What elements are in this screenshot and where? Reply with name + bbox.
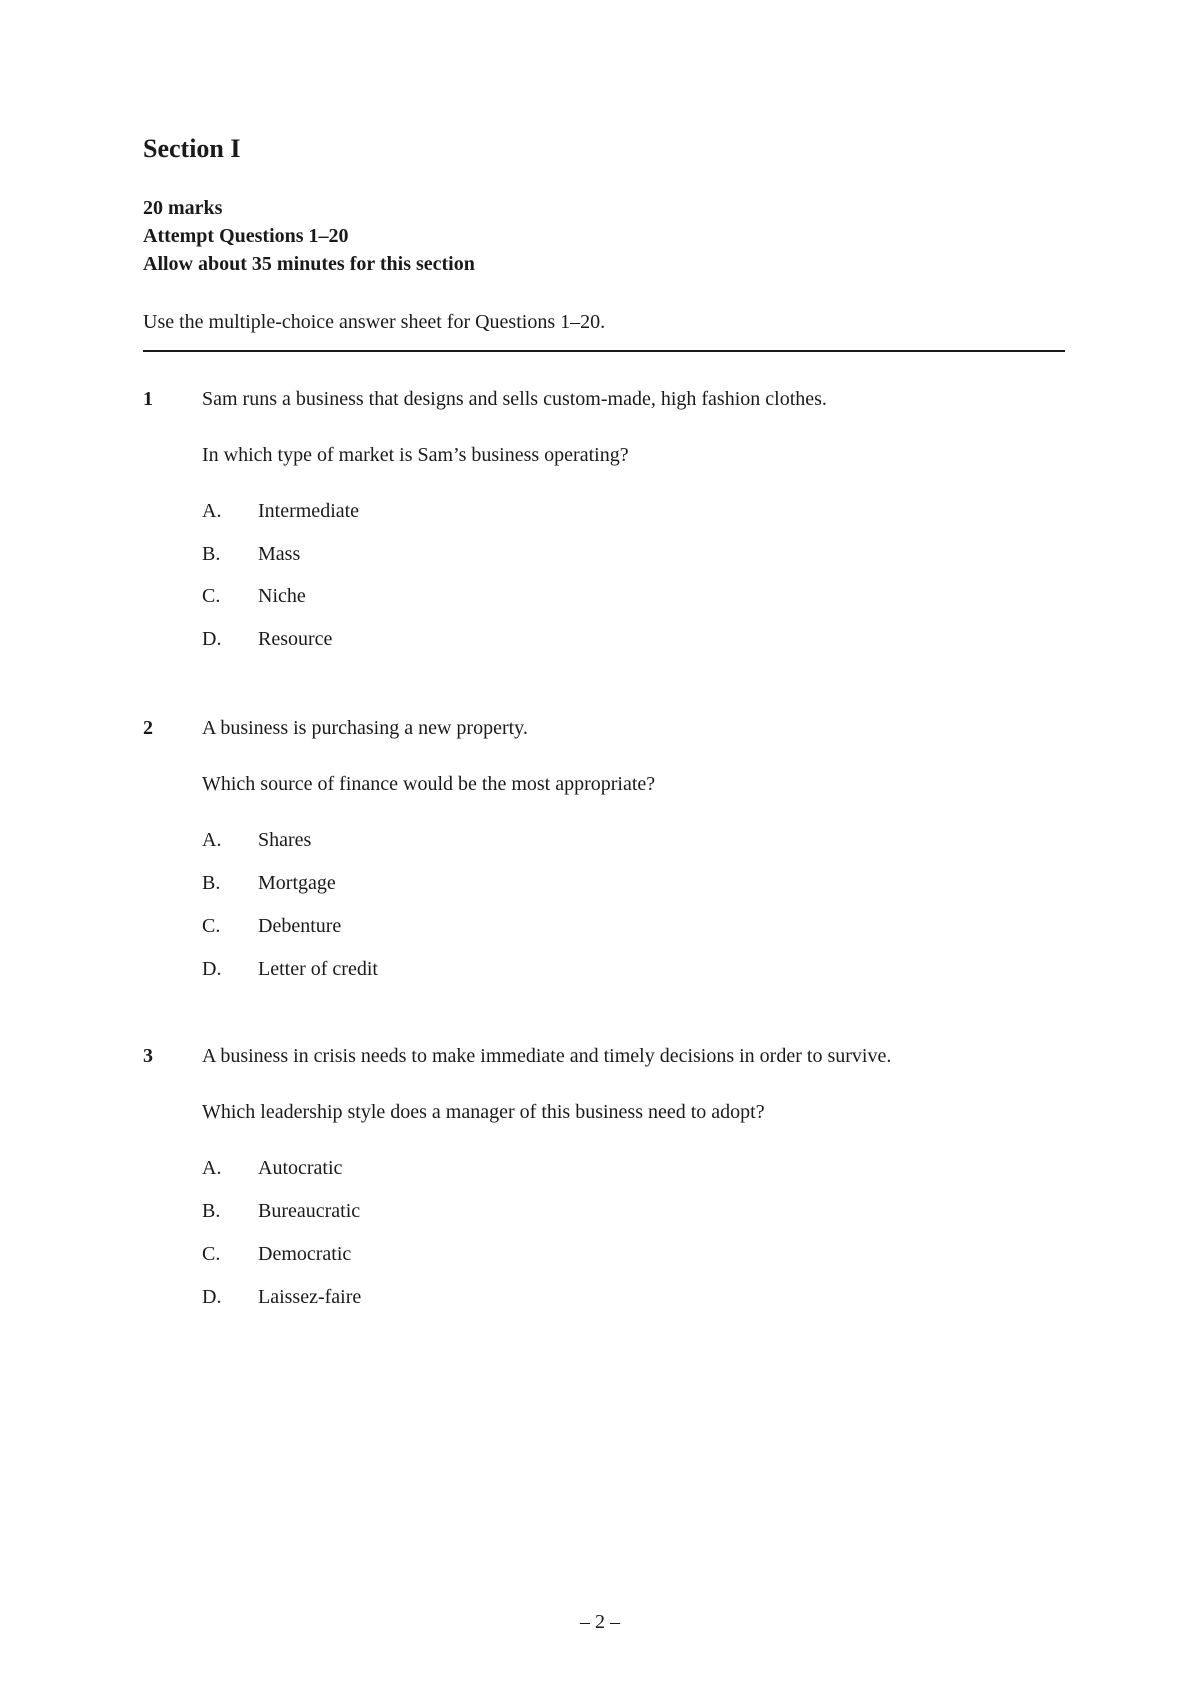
option-text: Intermediate xyxy=(258,500,360,522)
question-prompt: Which leadership style does a manager of this business need to adopt? xyxy=(202,1101,765,1123)
option-b xyxy=(202,872,336,895)
section-marks: 20 marks xyxy=(143,197,223,219)
option-a xyxy=(202,829,311,852)
question-prompt: In which type of market is Sam’s business operating? xyxy=(202,444,629,466)
option-a xyxy=(202,1157,342,1180)
option-letter: D. xyxy=(202,958,222,980)
question-stem: A business is purchasing a new property. xyxy=(202,717,528,739)
option-text: Autocratic xyxy=(258,1157,343,1179)
page-number: – 2 – xyxy=(580,1611,620,1633)
option-text: Democratic xyxy=(258,1243,352,1265)
option-letter: B. xyxy=(202,1200,221,1222)
option-text: Bureaucratic xyxy=(258,1200,361,1222)
option-text: Resource xyxy=(258,628,333,650)
option-b xyxy=(202,543,300,566)
option-b xyxy=(202,1200,360,1223)
option-letter: D. xyxy=(202,1286,222,1308)
question-number: 3 xyxy=(143,1045,153,1067)
question-number: 1 xyxy=(143,388,153,410)
option-text: Letter of credit xyxy=(258,958,378,980)
option-d xyxy=(202,958,378,981)
question-stem: A business in crisis needs to make immediate and timely decisions in order to survive. xyxy=(202,1045,892,1067)
option-letter: C. xyxy=(202,915,221,937)
option-text: Mortgage xyxy=(258,872,336,894)
option-letter: D. xyxy=(202,628,222,650)
section-title: Section I xyxy=(143,134,241,163)
option-letter: A. xyxy=(202,829,222,851)
option-text: Laissez-faire xyxy=(258,1286,362,1308)
section-divider xyxy=(143,350,1065,352)
option-letter: A. xyxy=(202,500,222,522)
option-d xyxy=(202,1286,361,1309)
option-letter: C. xyxy=(202,1243,221,1265)
section-time-allowance: Allow about 35 minutes for this section xyxy=(143,253,475,275)
option-letter: C. xyxy=(202,585,221,607)
question-number: 2 xyxy=(143,717,153,739)
section-instruction: Use the multiple-choice answer sheet for Questions 1–20. xyxy=(143,311,606,333)
question-stem: Sam runs a business that designs and sells custom-made, high fashion clothes. xyxy=(202,388,827,410)
option-text: Debenture xyxy=(258,915,342,937)
option-text: Mass xyxy=(258,543,301,565)
option-c xyxy=(202,585,306,608)
option-a xyxy=(202,500,359,523)
option-letter: A. xyxy=(202,1157,222,1179)
question-prompt: Which source of finance would be the most appropriate? xyxy=(202,773,656,795)
option-letter: B. xyxy=(202,543,221,565)
option-text: Niche xyxy=(258,585,306,607)
option-c xyxy=(202,915,341,938)
option-c xyxy=(202,1243,351,1266)
option-letter: B. xyxy=(202,872,221,894)
option-d xyxy=(202,628,332,651)
section-attempt: Attempt Questions 1–20 xyxy=(143,225,349,247)
option-text: Shares xyxy=(258,829,312,851)
